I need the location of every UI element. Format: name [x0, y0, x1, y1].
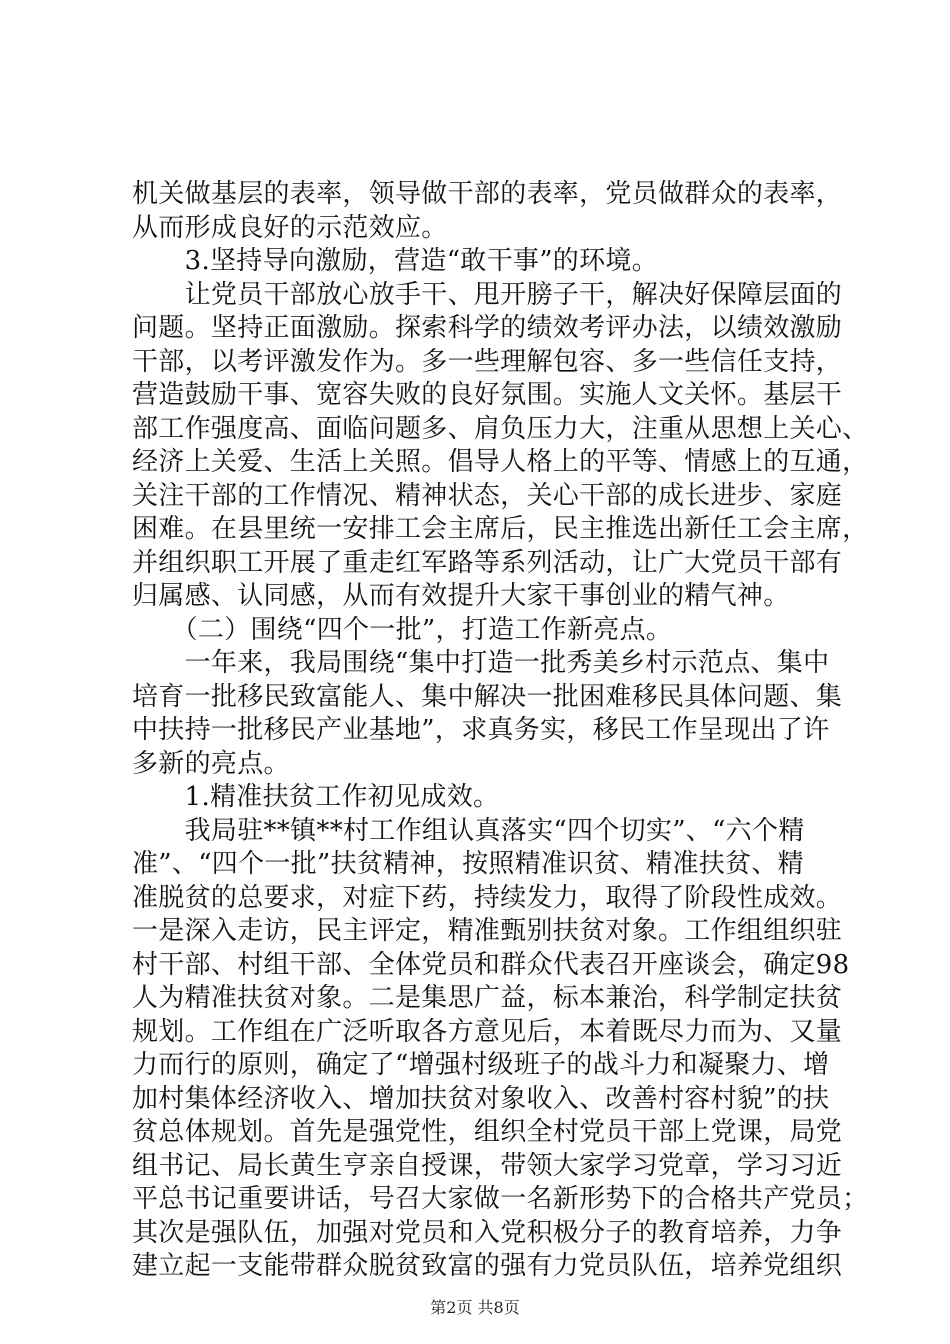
text-line: 并组织职工开展了重走红军路等系列活动，让广大党员干部有	[132, 547, 843, 578]
text-line: 贫总体规划。首先是强党性，组织全村党员干部上党课，局党	[132, 1117, 843, 1147]
text-line: 其次是强队伍，加强对党员和入党积极分子的教育培养，力争	[132, 1217, 843, 1248]
page-number-footer: 第2页 共8页	[430, 1298, 520, 1317]
text-line: 平总书记重要讲话，号召大家做一名新形势下的合格共产党员；	[132, 1184, 869, 1214]
text-line: 一年来，我局围绕“集中打造一批秀美乡村示范点、集中	[132, 648, 830, 678]
text-line: 一是深入走访，民主评定，精准甄别扶贫对象。工作组组织驻	[132, 916, 843, 946]
text-line: 加村集体经济收入、增加扶贫对象收入、改善村容村貌”的扶	[132, 1083, 830, 1114]
text-line: 我局驻**镇**村工作组认真落实“四个切实”、“六个精	[132, 815, 805, 846]
text-line: 中扶持一批移民产业基地”，求真务实，移民工作呈现出了许	[132, 715, 830, 745]
text-line: 组书记、局长黄生亨亲自授课，带领大家学习党章，学习习近	[132, 1150, 843, 1181]
text-line: 经济上关爱、生活上关照。倡导人格上的平等、情感上的互通，	[132, 447, 869, 477]
text-line: 从而形成良好的示范效应。	[132, 212, 448, 243]
text-line: 规划。工作组在广泛听取各方意见后，本着既尽力而为、又量	[132, 1016, 843, 1047]
text-line: 营造鼓励干事、宽容失败的良好氛围。实施人文关怀。基层干	[132, 380, 843, 410]
text-line: 准”、“四个一批”扶贫精神，按照精准识贫、精准扶贫、精	[132, 849, 804, 879]
text-line: 培育一批移民致富能人、集中解决一批困难移民具体问题、集	[132, 681, 843, 712]
text-line: 问题。坚持正面激励。探索科学的绩效考评办法，以绩效激励	[132, 313, 843, 343]
section-heading: （二）围绕“四个一批”，打造工作新亮点。	[132, 614, 673, 645]
text-line: 让党员干部放心放手干、甩开膀子干，解决好保障层面的	[132, 279, 843, 310]
document-body	[132, 178, 869, 1284]
text-line: 困难。在县里统一安排工会主席后，民主推选出新任工会主席，	[132, 514, 869, 544]
text-line: 准脱贫的总要求，对症下药，持续发力，取得了阶段性成效。	[132, 882, 843, 913]
text-line: 干部，以考评激发作为。多一些理解包容、多一些信任支持，	[132, 346, 843, 377]
section-heading: 1.精准扶贫工作初见成效。	[132, 782, 500, 812]
text-line: 多新的亮点。	[132, 748, 290, 779]
section-heading: 3.坚持导向激励，营造“敢干事”的环境。	[132, 246, 658, 276]
text-line: 机关做基层的表率，领导做干部的表率，党员做群众的表率，	[132, 179, 843, 209]
text-line: 关注干部的工作情况、精神状态，关心干部的成长进步、家庭	[132, 480, 843, 511]
text-line: 力而行的原则，确定了“增强村级班子的战斗力和凝聚力、增	[132, 1050, 830, 1080]
text-line: 归属感、认同感，从而有效提升大家干事创业的精气神。	[132, 581, 790, 611]
text-line: 人为精准扶贫对象。二是集思广益，标本兼治，科学制定扶贫	[132, 983, 843, 1013]
text-line: 村干部、村组干部、全体党员和群众代表召开座谈会，确定98	[132, 949, 850, 980]
text-line: 建立起一支能带群众脱贫致富的强有力党员队伍，培养党组织	[132, 1251, 843, 1281]
text-line: 部工作强度高、面临问题多、肩负压力大，注重从思想上关心、	[132, 413, 869, 444]
